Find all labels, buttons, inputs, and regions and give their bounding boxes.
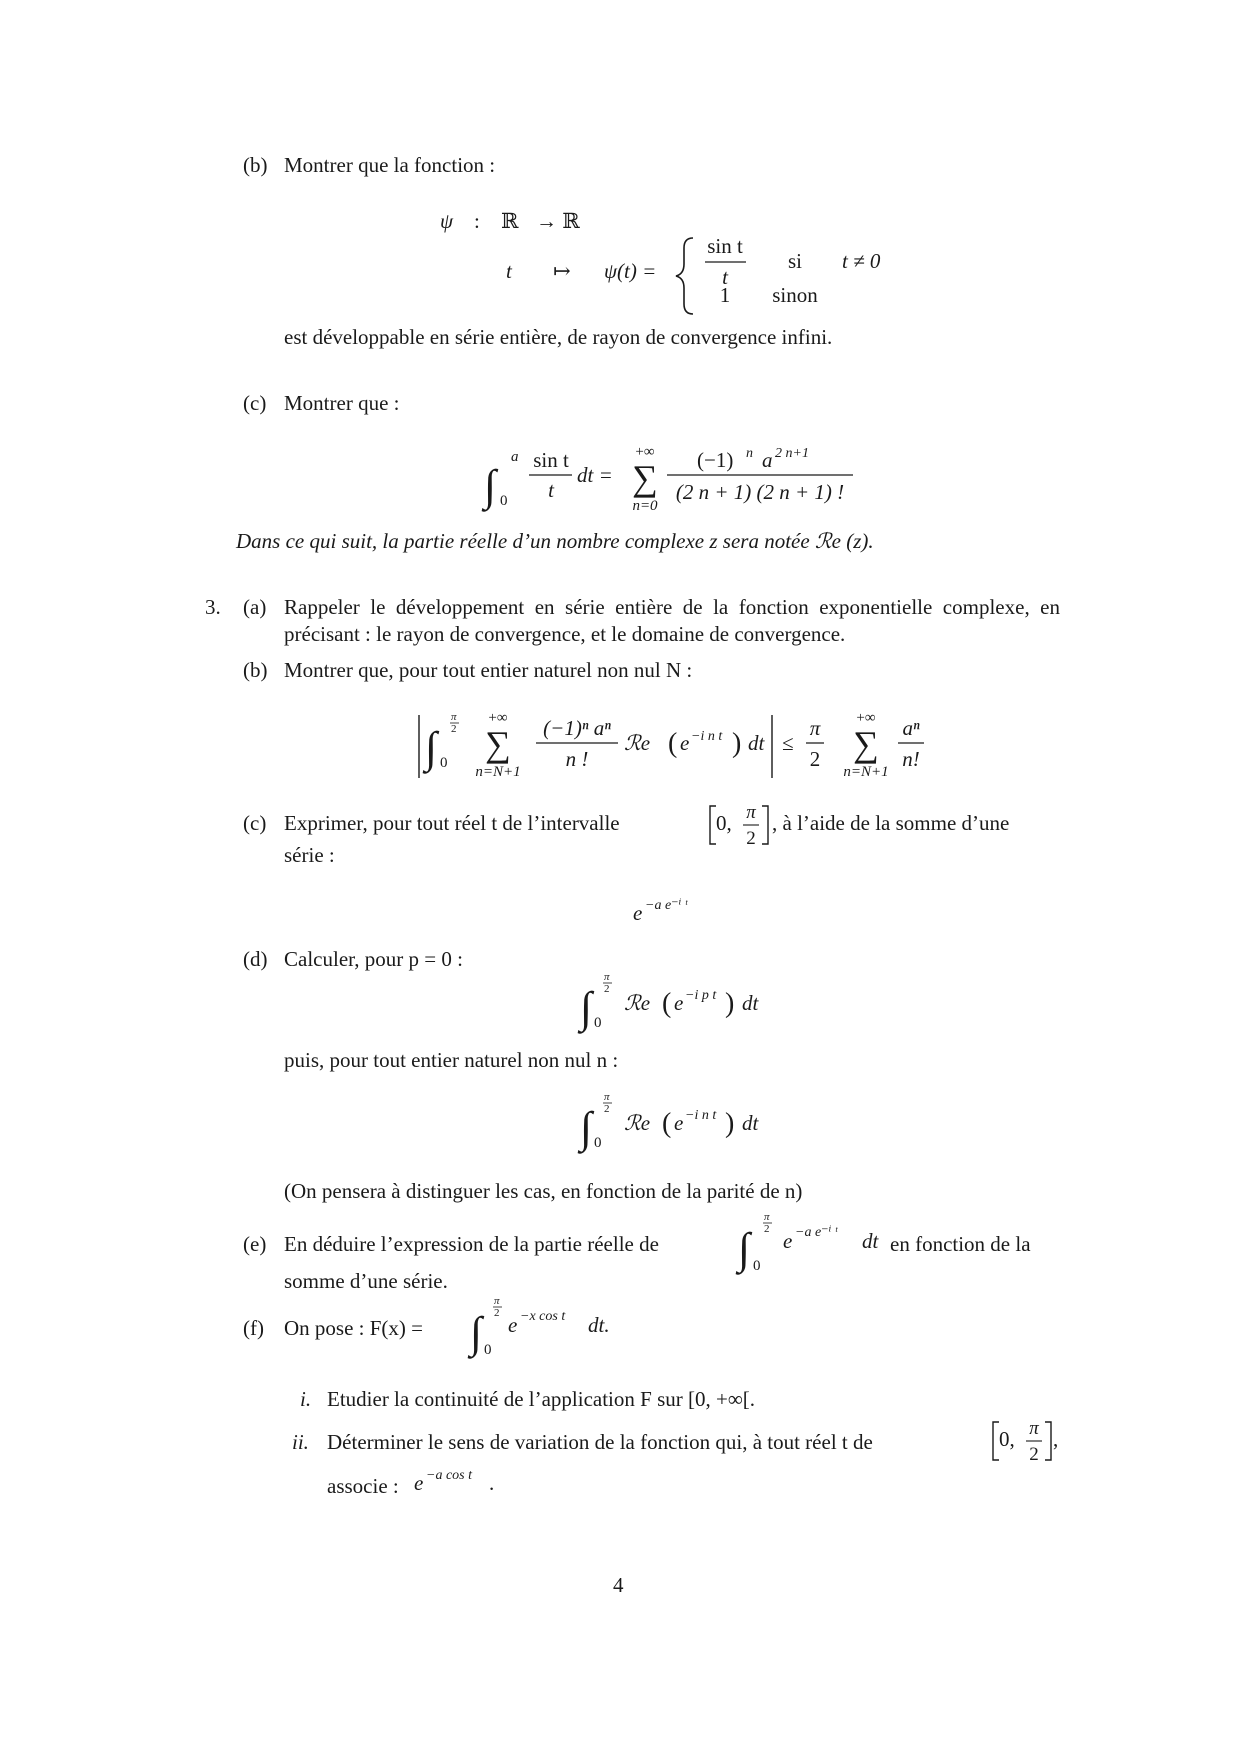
integral-d1	[577, 971, 760, 1034]
left-brace	[676, 238, 693, 314]
bracket-right	[1045, 1422, 1051, 1460]
psi-image: ψ(t) =	[604, 259, 657, 283]
item-3c-text-after: , à l’aide de la somme d’une	[772, 811, 1010, 835]
int-upper: π	[604, 971, 610, 983]
sup: −a cos t	[426, 1468, 472, 1483]
base: e	[414, 1471, 424, 1495]
interval-den: 2	[746, 828, 756, 849]
term-num: (−1)ⁿ aⁿ	[543, 716, 611, 740]
rhs-sum-upper: +∞	[856, 710, 876, 726]
re-symbol: ℛe	[624, 1111, 651, 1135]
integral-d2	[577, 1091, 760, 1154]
integral-sign: ∫	[580, 1103, 593, 1152]
item-label-3f: (f)	[243, 1316, 264, 1340]
rhs-den: (2 n + 1) (2 n + 1) !	[675, 480, 845, 504]
subitem-ii-text: Déterminer le sens de variation de la fonction qui, à tout réel t de	[327, 1430, 873, 1454]
mapsto: ↦	[553, 259, 571, 283]
item-3c-text-before: Exprimer, pour tout réel t de l’intervalle	[284, 811, 620, 835]
int-upper: a	[511, 449, 519, 465]
case1-den: t	[722, 265, 728, 289]
subitem-label-i: i.	[300, 1387, 312, 1411]
pi: π	[809, 716, 821, 740]
interval-num: π	[1029, 1418, 1039, 1439]
int-lower: 0	[753, 1258, 761, 1274]
domain: ℝ	[501, 209, 519, 233]
interval-num: π	[746, 802, 756, 823]
exp-sup: −a e⁻ⁱ ᵗ	[795, 1225, 838, 1240]
rhs-num-a-exp: 2 n+1	[775, 446, 809, 461]
exp-sup: −i n t	[691, 729, 723, 744]
dt: dt	[742, 991, 759, 1015]
dt: dt.	[588, 1313, 610, 1337]
sup: −a e⁻ⁱ ᵗ	[645, 898, 688, 913]
interval-left: 0,	[999, 1427, 1015, 1451]
paren-open: (	[662, 988, 672, 1019]
lhs-den: t	[548, 478, 554, 502]
sum-sign: ∑	[485, 724, 511, 764]
int-lower: 0	[440, 755, 448, 771]
psi-symbol: ψ	[440, 209, 454, 233]
item-3b-intro: Montrer que, pour tout entier naturel non nul N :	[284, 658, 693, 682]
int-upper: π	[494, 1295, 500, 1307]
integral-sign: ∫	[484, 461, 497, 510]
item-label-3d: (d)	[243, 947, 268, 971]
int-upper: π	[604, 1091, 610, 1103]
int-upper-den: 2	[494, 1307, 500, 1319]
after: ,	[1053, 1427, 1059, 1451]
bracket-right	[762, 806, 768, 844]
integral-sign: ∫	[470, 1308, 483, 1357]
rhs-num-a: a	[762, 448, 773, 472]
integral-e	[735, 1211, 880, 1275]
case1-num: sin t	[707, 234, 743, 258]
case1-cond: t ≠ 0	[842, 249, 881, 273]
item-3d-middle: puis, pour tout entier naturel non nul n :	[284, 1048, 619, 1072]
item-3d-intro: Calculer, pour p = 0 :	[284, 947, 463, 971]
int-upper: π	[451, 711, 457, 723]
subitem-label-ii: ii.	[292, 1430, 309, 1454]
paren-open: (	[668, 728, 678, 759]
paren-close: )	[725, 988, 735, 1019]
exp-base: e	[674, 1111, 684, 1135]
term-den: n !	[565, 747, 589, 771]
item-3f-text-before: On pose : F(x) =	[284, 1316, 424, 1340]
item-b-outro: est développable en série entière, de rayon de convergence infini.	[284, 325, 833, 349]
paren-open: (	[662, 1108, 672, 1139]
sinc-identity	[481, 444, 853, 514]
item-3e-line2: somme d’une série.	[284, 1269, 448, 1293]
after: .	[489, 1471, 495, 1495]
interval-c	[710, 802, 768, 849]
subitem-ii-line2: associe :	[327, 1474, 399, 1498]
item-label-3a: (a)	[243, 595, 267, 619]
case2-cond-word: sinon	[772, 283, 818, 307]
exp-base: e	[508, 1313, 518, 1337]
int-upper-den: 2	[764, 1223, 770, 1235]
interval-den: 2	[1029, 1444, 1039, 1465]
item-3a-text: Rappeler le développement en série entière de la fonction exponentielle complexe, en précisant : le rayon de convergence, et le domaine de convergence.	[284, 595, 1060, 647]
item-c-intro: Montrer que :	[284, 391, 400, 415]
var-t: t	[506, 259, 512, 283]
int-lower: 0	[594, 1015, 602, 1031]
psi-formula	[440, 209, 881, 314]
bracket-left	[710, 806, 716, 844]
int-upper-den: 2	[604, 983, 610, 995]
sum-lower: n=0	[632, 498, 658, 514]
exp-sup: −x cos t	[520, 1309, 566, 1324]
integral-sign: ∫	[425, 723, 438, 772]
integral-f	[467, 1295, 610, 1359]
question-number: 3.	[205, 595, 221, 619]
subitem-i-text: Etudier la continuité de l’application F sur [0, +∞[.	[327, 1387, 756, 1411]
rhs-num: aⁿ	[902, 716, 920, 740]
re-symbol: ℛe	[624, 991, 651, 1015]
rhs-sum-sign: ∑	[853, 724, 879, 764]
rhs-num-exp: n	[746, 446, 753, 461]
item-3e-text-after: en fonction de la	[890, 1232, 1031, 1256]
exp-fii	[414, 1468, 494, 1495]
item-label-c: (c)	[243, 391, 267, 415]
two: 2	[809, 747, 821, 771]
int-upper-den: 2	[451, 723, 457, 735]
rhs-den: n!	[902, 747, 920, 771]
exp-sup: −i p t	[685, 988, 717, 1003]
re-symbol: ℛe	[624, 731, 651, 755]
lhs-num: sin t	[533, 448, 569, 472]
rhs-num-base: (−1)	[697, 448, 734, 472]
bracket-left	[993, 1422, 999, 1460]
int-lower: 0	[500, 493, 508, 509]
exp-base: e	[680, 731, 690, 755]
paren-close: )	[725, 1108, 735, 1139]
interval-fii	[993, 1418, 1058, 1465]
sum-upper: +∞	[488, 710, 508, 726]
item-3c-line2: série :	[284, 843, 335, 867]
dt: dt	[748, 731, 765, 755]
page-number: 4	[613, 1573, 624, 1597]
item-label-3b: (b)	[243, 658, 268, 682]
dt: dt	[742, 1111, 759, 1135]
real-part-note: Dans ce qui suit, la partie réelle d’un nombre complexe z sera notée ℛe (z).	[236, 529, 874, 553]
int-upper-den: 2	[604, 1103, 610, 1115]
item-3e-text-before: En déduire l’expression de la partie réelle de	[284, 1232, 659, 1256]
integral-sign: ∫	[738, 1224, 751, 1273]
int-lower: 0	[484, 1342, 492, 1358]
exp-sup: −i n t	[685, 1108, 717, 1123]
int-upper: π	[764, 1211, 770, 1223]
base: e	[633, 901, 643, 925]
case1-cond-word: si	[787, 249, 803, 273]
interval-left: 0,	[716, 811, 732, 835]
case2-val: 1	[719, 283, 731, 307]
integral-sign: ∫	[580, 983, 593, 1032]
item-label-b: (b)	[243, 153, 268, 177]
inequality-formula	[419, 710, 924, 780]
sum-lower: n=N+1	[475, 764, 521, 780]
rhs-sum-lower: n=N+1	[843, 764, 889, 780]
sum-upper: +∞	[635, 444, 655, 460]
exp-formula-c	[633, 898, 689, 925]
item-label-3e: (e)	[243, 1232, 267, 1256]
leq: ≤	[782, 731, 794, 755]
codomain: → ℝ	[536, 209, 580, 233]
item-b-intro: Montrer que la fonction :	[284, 153, 496, 177]
paren-close: )	[732, 728, 742, 759]
dt: dt	[862, 1229, 879, 1253]
item-3d-note: (On pensera à distinguer les cas, en fonction de la parité de n)	[284, 1179, 803, 1203]
exp-base: e	[674, 991, 684, 1015]
exp-base: e	[783, 1229, 793, 1253]
colon: :	[474, 209, 480, 233]
sum-sign: ∑	[632, 458, 658, 498]
item-label-3c: (c)	[243, 811, 267, 835]
int-lower: 0	[594, 1135, 602, 1151]
dt-eq: dt =	[577, 463, 613, 487]
